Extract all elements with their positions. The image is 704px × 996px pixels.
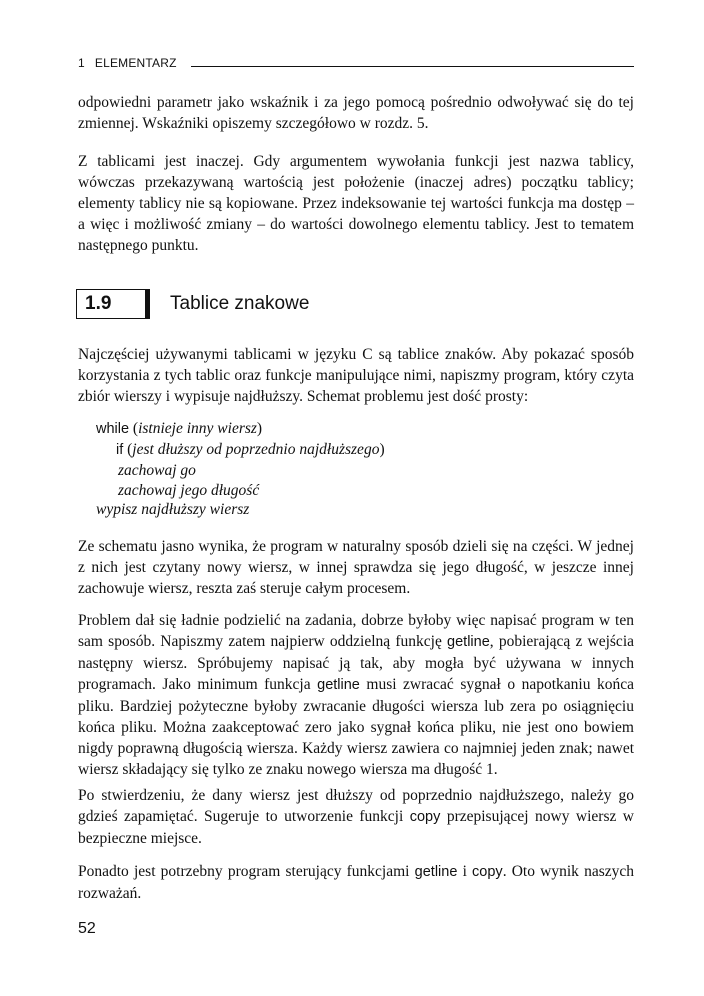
section-heading [76,286,309,322]
paragraph-6-text-b: przepisującej nowy wiersz w bezpieczne miejsce. [78,808,634,847]
header-rule [191,66,634,67]
paragraph-5-text-b: , pobierającą z wejścia następny wiersz. Spróbujemy napisać ją tak, aby mogła być używana w innych programach. Jako minimum funkcja [78,633,635,693]
pseudo-line-4: zachowaj jego długość [118,482,260,499]
pseudo-line-3: zachowaj go [118,462,196,479]
keyword-while: while [96,421,130,437]
paragraph-7-text-a: Ponadto jest potrzebny program sterujący funkcjami [78,863,415,880]
chapter-title: ELEMENTARZ [94,56,177,70]
running-header [78,55,634,71]
section-title: Tablice znakowe [170,293,310,314]
if-condition: jest dłuższy od poprzednio najdłuższego [132,441,380,458]
paragraph-5-text-a: Problem dał się ładnie podzielić na zadania, dobrze byłoby więc napisać program w ten sam sposób. Napiszmy zatem najpierw oddzielną funkcję [78,612,634,650]
paragraph-5-text-c: musi zwracać sygnał o napotkaniu końca pliku. Bardziej pożyteczne byłoby zwracanie długości wiersza lub zera po osiągnięciu końca pliku. Można zaakceptować zero jako sygnał końca pliku, nie jest ono bowiem nigdy poprawną długością wiersza. Każdy wiersz zawiera co najmniej jeden znak; nawet wiersz składający się tylko ze znaku nowego wiersza ma długość 1. [78,676,634,778]
pseudo-line-5: wypisz najdłuższy wiersz [96,501,250,518]
section-number-box [76,289,150,319]
paragraph-7-text-b: i [457,863,473,880]
keyword-if: if [116,442,124,458]
pseudo-line-if: if (jest dłuższy od poprzednio najdłuższego) [116,441,385,458]
paragraph-5 [78,610,634,780]
paragraph-7 [78,861,634,904]
paragraph-3: Najczęściej używanymi tablicami w języku C są tablice znaków. Aby pokazać sposób korzystania z tych tablic oraz funkcje manipulujące nimi, napiszmy program, który czyta zbiór wierszy i wypisuje najdłuższy. Schemat problemu jest dość prosty: [78,346,634,405]
code-getline-2: getline [317,677,360,693]
paragraph-6-text-a: Po stwierdzeniu, że dany wiersz jest dłuższy od poprzednio najdłuższego, należy go gdzieś zapamiętać. Sugeruje to utworzenie funkcji [78,787,634,825]
paragraph-6 [78,785,634,849]
section-number: 1.9 [85,293,112,314]
pseudo-line-while: while (istnieje inny wiersz) [96,420,263,437]
code-getline: getline [447,634,490,650]
chapter-number: 1 [78,56,85,70]
code-copy-2: copy [472,864,503,880]
page-number: 52 [78,920,96,937]
paragraph-4: Ze schematu jasno wynika, że program w naturalny sposób dzieli się na części. W jednej z nich jest czytany nowy wiersz, w innej sprawdza się jego długość, w jeszcze innej zachowuje wiersz, reszta zaś steruje całym procesem. [78,538,634,597]
code-getline-3: getline [414,864,458,880]
paragraph-1: odpowiedni parametr jako wskaźnik i za jego pomocą pośrednio odwoływać się do tej zmiennej. Wskaźniki opiszemy szczegółowo w rozdz. 5. [78,94,634,132]
code-copy: copy [409,809,441,825]
while-condition: istnieje inny wiersz [138,420,257,437]
paragraph-7-text-c: . Oto wynik naszych rozważań. [78,863,635,902]
paragraph-2: Z tablicami jest inaczej. Gdy argumentem wywołania funkcji jest nazwa tablicy, wówczas przekazywaną wartością jest położenie (inaczej adres) początku tablicy; elementy tablicy nie są kopiowane. Przez indeksowanie tej wartości funkcja ma dostęp – a więc i możliwość zmiany – do wartości dowolnego elementu tablicy. Jest to tematem następnego punktu. [78,153,634,254]
